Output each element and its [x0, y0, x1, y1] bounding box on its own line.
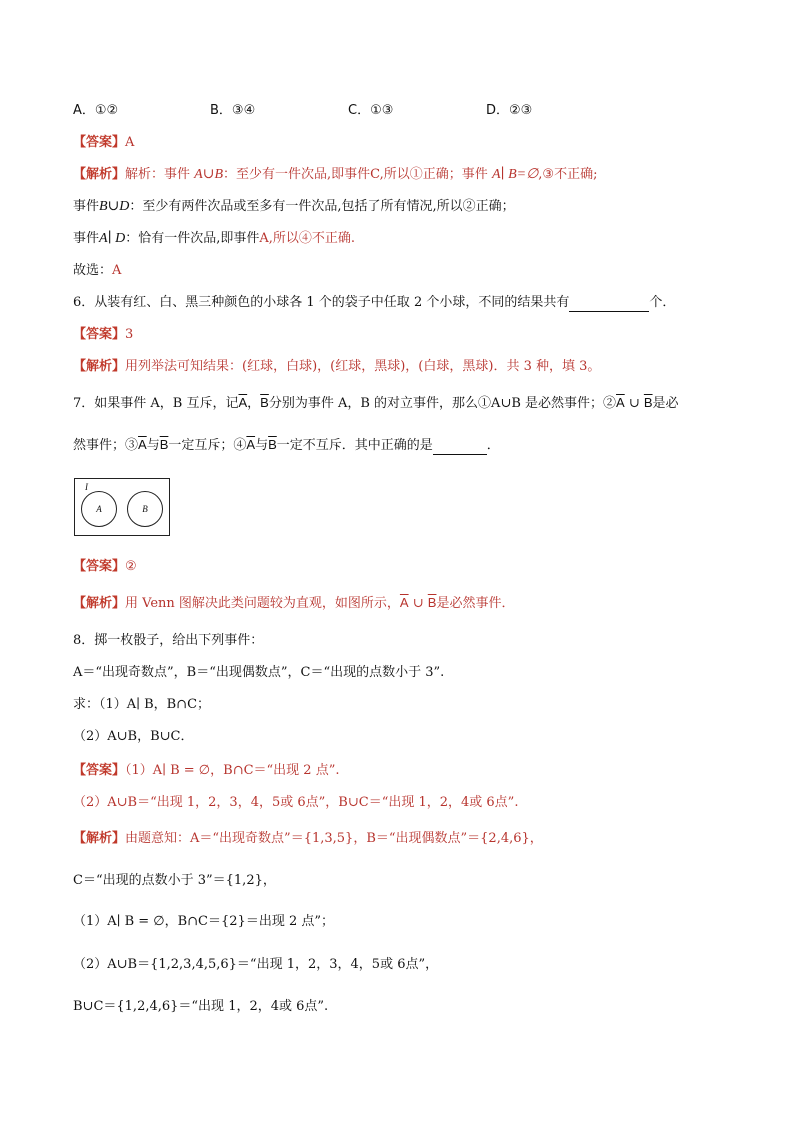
- q7-answer: 【答案】②: [73, 559, 137, 574]
- q8-analysis-line-3: （1）A∣ B = ∅，B∩C＝{2}＝出现 2 点”；: [73, 914, 334, 929]
- q6-stem: 6．从装有红、白、黑三种颜色的小球各 1 个的袋子中任取 2 个小球，不同的结果共有 个．: [73, 295, 676, 310]
- q8-ask-1: 求：（1）A∣ B，B∩C；: [73, 697, 211, 712]
- q8-answer-line-2: （2）A∪B＝“出现 1，2，3，4，5或 6点”，B∪C＝“出现 1，2，4或 6点”.: [73, 795, 519, 810]
- q5-analysis-line-1: [73, 166, 597, 184]
- q6-answer: 【答案】3: [73, 327, 134, 342]
- q5-analysis-line-2: 事件B∪D：至少有两件次品或至多有一件次品,包括了所有情况,所以②正确；: [73, 199, 515, 214]
- q8-defs: A＝“出现奇数点”，B＝“出现偶数点”，C＝“出现的点数小于 3”.: [73, 665, 445, 680]
- q6-analysis: 【解析】用列举法可知结果：(红球，白球)，(红球，黑球)，(白球，黑球)．共 3 种，填 3。: [73, 359, 601, 374]
- q8-answer-line-1: 【答案】（1）A∣ B = ∅，B∩C＝“出现 2 点”.: [73, 763, 340, 778]
- q8-stem: 8．掷一枚骰子，给出下列事件：: [73, 633, 264, 648]
- venn-circle-a: A: [81, 491, 117, 527]
- q8-analysis-line-5: B∪C＝{1,2,4,6}＝“出现 1，2，4或 6点”.: [73, 999, 329, 1014]
- answer-blank: [433, 440, 487, 455]
- q5-analysis-line-3: 事件A∣ D：恰有一件次品,即事件A,所以④不正确.: [73, 231, 356, 246]
- option-a: A．①②: [73, 103, 119, 118]
- answer-blank: [569, 297, 649, 312]
- q5-answer: [73, 134, 134, 152]
- answer-value: A: [125, 135, 135, 150]
- analysis-text: 解析：事件 A∪B：至少有一件次品,即事件C,所以①正确；事件 A∣ B=∅,③不正确;: [125, 167, 598, 182]
- venn-diagram: [74, 478, 170, 536]
- venn-circle-b: B: [127, 491, 163, 527]
- q7-stem-line-2: 然事件；$③\overline{A}$与$\overline{B}$一定互斥；$④\overline{A}$与$\overline{B}$一定不互斥．其中正确的是 ．: [73, 437, 500, 453]
- q8-analysis-line-4: （2）A∪B＝{1,2,3,4,5,6}＝“出现 1，2，3，4，5或 6点”，: [73, 957, 439, 972]
- option-d: D．②③: [486, 103, 533, 118]
- q5-choice: 故选：A: [73, 263, 122, 278]
- q8-ask-2: （2）A∪B，B∪C．: [73, 729, 194, 744]
- option-c: C．①③: [348, 103, 394, 118]
- q7-analysis: 【解析】用 Venn 图解决此类问题较为直观，如图所示，$\overline{A}$ ∪ $\overline{B}$是必然事件．: [73, 595, 515, 611]
- venn-universe-label: I: [85, 482, 88, 492]
- q7-stem-line-1: 7．如果事件 A，B 互斥，记$\overline{A}$，$\overline{B}$分别为事件 A，B 的对立事件，那么①A∪B 是必然事件；$②\overline{A}$ ∪ $\overline{B}$是必: [73, 395, 679, 411]
- q8-analysis-line-2: C＝“出现的点数小于 3”＝{1,2}，: [73, 873, 276, 888]
- q8-analysis-line-1: 【解析】由题意知：A＝“出现奇数点”＝{1,3,5}，B＝“出现偶数点”＝{2,4,6}，: [73, 831, 543, 846]
- option-b: B．③④: [210, 103, 256, 118]
- answer-tag: 【答案】: [73, 135, 126, 150]
- analysis-tag: 【解析】: [73, 167, 126, 182]
